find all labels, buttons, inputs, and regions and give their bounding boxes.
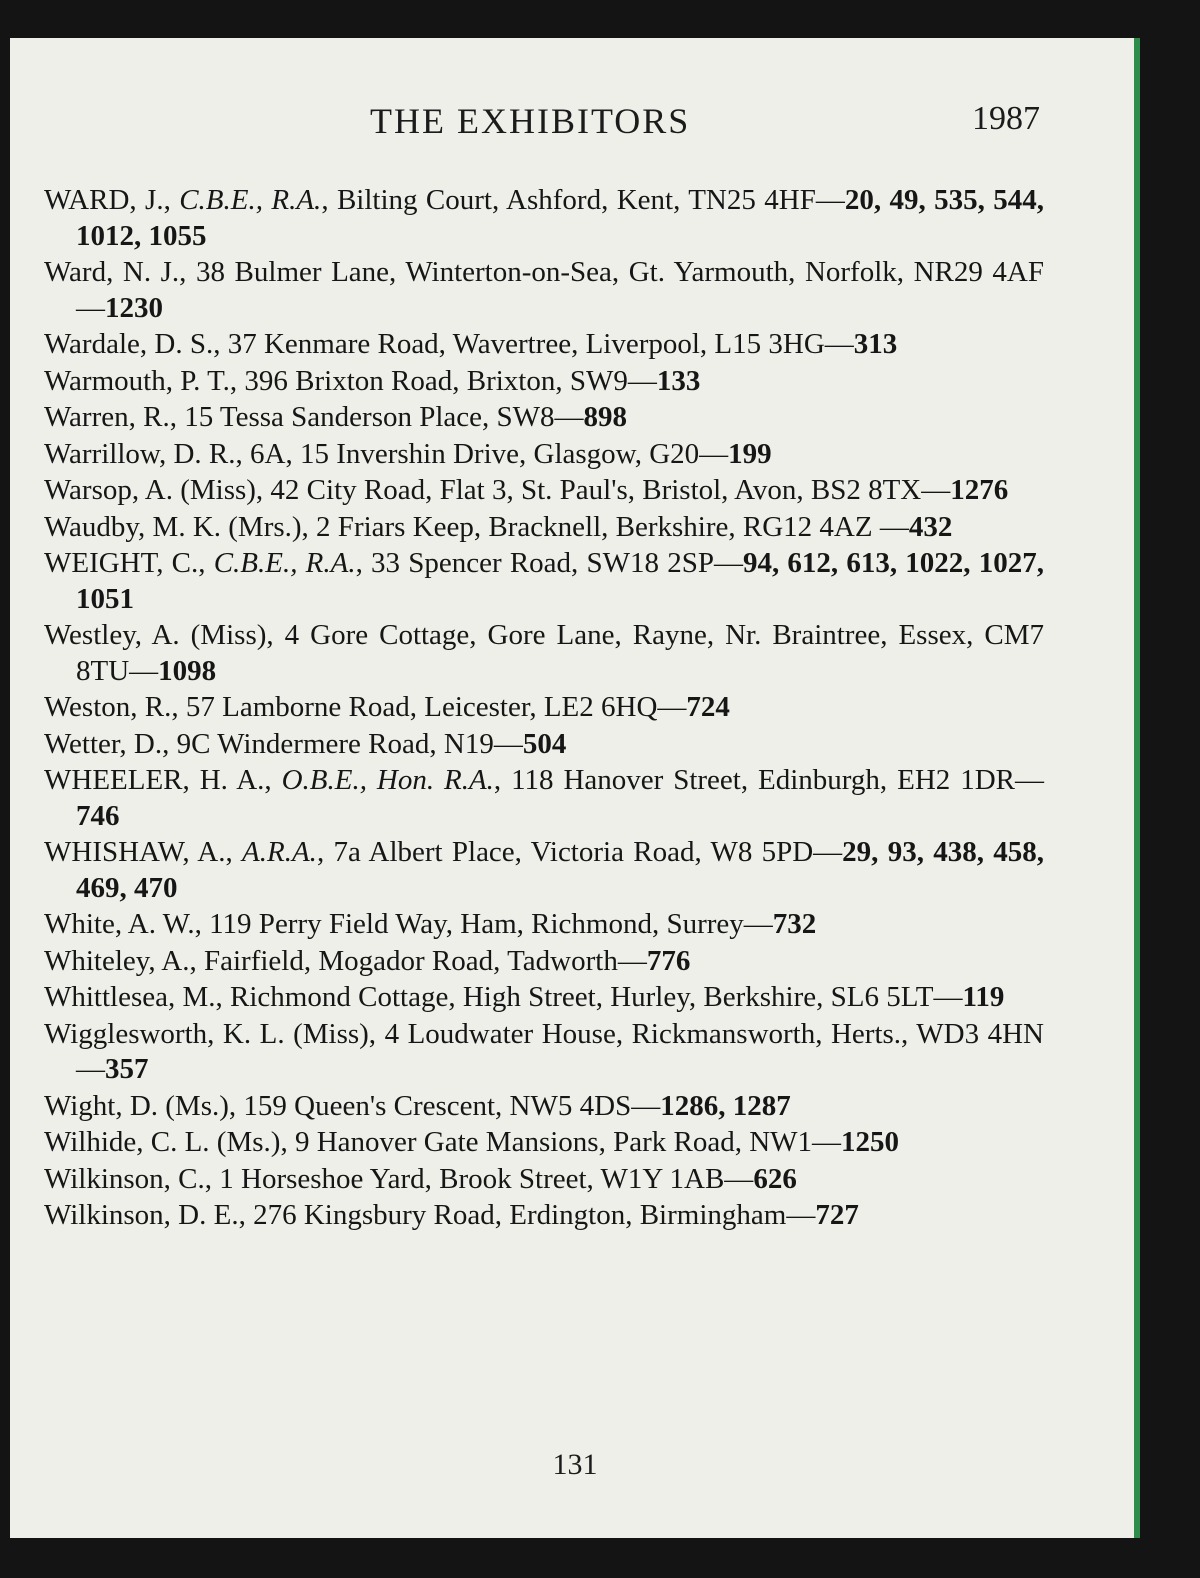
list-item: Wigglesworth, K. L. (Miss), 4 Loudwater House, Rickmansworth, Herts., WD3 4HN—357 [44, 1017, 1044, 1085]
list-item: Wetter, D., 9C Windermere Road, N19—504 [44, 727, 567, 760]
list-item: Warsop, A. (Miss), 42 City Road, Flat 3, St. Paul's, Bristol, Avon, BS2 8TX—1276 [44, 474, 1009, 506]
page-number: 131 [552, 1448, 598, 1481]
page-header [10, 100, 1140, 150]
list-item: WHISHAW, A., A.R.A., 7a Albert Place, Victoria Road, W8 5PD—29, 93, 438, 458, 469, 470 [44, 836, 1045, 904]
page-title: THE EXHIBITORS [370, 101, 691, 141]
list-item: Whittlesea, M., Richmond Cottage, High Street, Hurley, Berkshire, SL6 5LT—119 [44, 981, 1005, 1013]
list-item: Westley, A. (Miss), 4 Gore Cottage, Gore Lane, Rayne, Nr. Braintree, Essex, CM7 8TU—1098 [44, 619, 1044, 687]
list-item: Waudby, M. K. (Mrs.), 2 Friars Keep, Bracknell, Berkshire, RG12 4AZ —432 [44, 510, 953, 543]
list-item: WEIGHT, C., C.B.E., R.A., 33 Spencer Road, SW18 2SP—94, 612, 613, 1022, 1027, 1051 [44, 547, 1045, 615]
list-item: Warrillow, D. R., 6A, 15 Invershin Drive, Glasgow, G20—199 [44, 437, 772, 470]
list-item: Wilkinson, C., 1 Horseshoe Yard, Brook Street, W1Y 1AB—626 [44, 1162, 797, 1195]
list-item: Warren, R., 15 Tessa Sanderson Place, SW8—898 [44, 401, 628, 433]
list-item: Ward, N. J., 38 Bulmer Lane, Winterton-on-Sea, Gt. Yarmouth, Norfolk, NR29 4AF—1230 [44, 256, 1044, 324]
book-page [10, 38, 1140, 1538]
list-item: Wilhide, C. L. (Ms.), 9 Hanover Gate Mansions, Park Road, NW1—1250 [44, 1126, 900, 1158]
list-item: WHEELER, H. A., O.B.E., Hon. R.A., 118 Hanover Street, Edinburgh, EH2 1DR—746 [44, 764, 1044, 832]
list-item: Wilkinson, D. E., 276 Kingsbury Road, Erdington, Birmingham—727 [44, 1199, 859, 1231]
list-item: Wight, D. (Ms.), 159 Queen's Crescent, NW5 4DS—1286, 1287 [44, 1089, 791, 1122]
page-year: 1987 [972, 100, 1040, 137]
list-item: Wardale, D. S., 37 Kenmare Road, Wavertree, Liverpool, L15 3HG—313 [44, 328, 898, 360]
list-item: Warmouth, P. T., 396 Brixton Road, Brixton, SW9—133 [44, 364, 701, 397]
list-item: Weston, R., 57 Lamborne Road, Leicester, LE2 6HQ—724 [44, 691, 730, 723]
list-item: WARD, J., C.B.E., R.A., Bilting Court, Ashford, Kent, TN25 4HF—20, 49, 535, 544, 1012, 1055 [44, 184, 1045, 252]
list-item: Whiteley, A., Fairfield, Mogador Road, Tadworth—776 [44, 944, 691, 977]
exhibitor-list [44, 183, 1044, 1235]
list-item: White, A. W., 119 Perry Field Way, Ham, Richmond, Surrey—732 [44, 908, 817, 940]
